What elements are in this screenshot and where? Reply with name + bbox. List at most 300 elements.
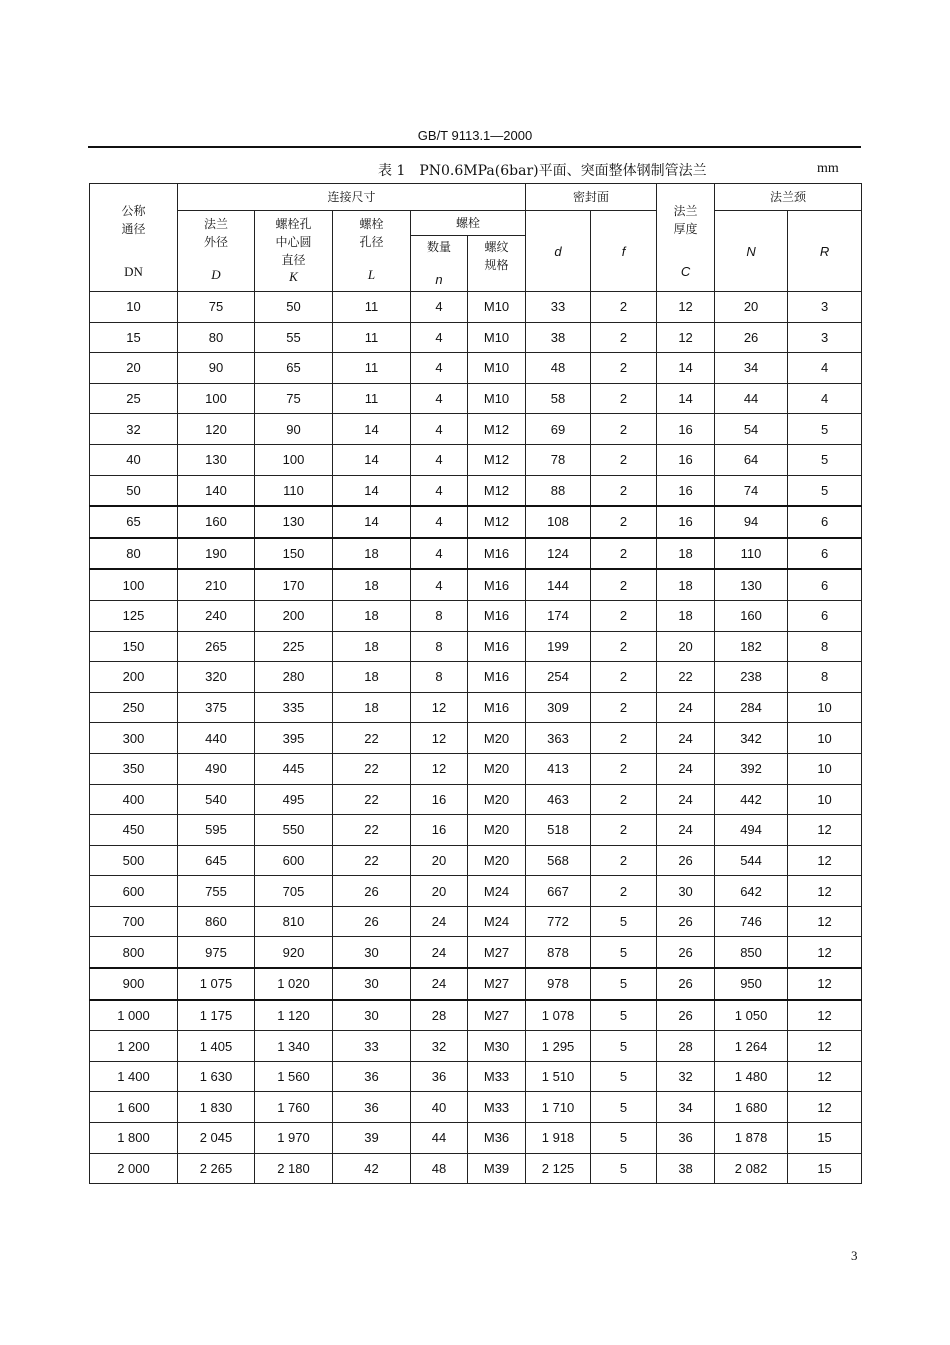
cell-thickness: 14 [657, 353, 715, 384]
bolt-hole-label: 螺栓 孔径 [359, 217, 384, 249]
cell-bolt-thread: M20 [468, 845, 526, 876]
cell-bolt-count: 4 [411, 444, 468, 475]
cell-flange-od: 595 [178, 815, 255, 846]
cell-bolt-circle: 130 [255, 506, 333, 538]
header-bolt-hole-diameter [333, 211, 411, 292]
header-flange-thickness [657, 184, 715, 292]
cell-dn: 1 800 [90, 1123, 178, 1154]
cell-flange-od: 1 075 [178, 968, 255, 1000]
cell-bolt-count: 8 [411, 600, 468, 631]
cell-bolt-count: 44 [411, 1123, 468, 1154]
cell-neck-r: 5 [788, 414, 862, 445]
header-flange-outer-diameter [178, 211, 255, 292]
table-row [90, 475, 862, 506]
table-row [90, 1123, 862, 1154]
cell-neck-n: 238 [715, 662, 788, 693]
header-neck-r: R [788, 211, 862, 292]
table-row [90, 876, 862, 907]
cell-thickness: 16 [657, 475, 715, 506]
cell-bolt-hole: 30 [333, 968, 411, 1000]
cell-thickness: 26 [657, 937, 715, 968]
cell-bolt-circle: 150 [255, 538, 333, 570]
cell-neck-n: 950 [715, 968, 788, 1000]
cell-flange-od: 1 830 [178, 1092, 255, 1123]
cell-thickness: 22 [657, 662, 715, 693]
cell-neck-r: 15 [788, 1153, 862, 1184]
cell-dn: 250 [90, 692, 178, 723]
cell-dn: 125 [90, 600, 178, 631]
cell-neck-r: 12 [788, 815, 862, 846]
cell-neck-r: 12 [788, 845, 862, 876]
cell-neck-n: 284 [715, 692, 788, 723]
cell-flange-od: 1 175 [178, 1000, 255, 1031]
cell-dn: 350 [90, 753, 178, 784]
cell-neck-r: 10 [788, 784, 862, 815]
cell-bolt-hole: 18 [333, 600, 411, 631]
header-nominal-diameter [90, 184, 178, 292]
cell-dn: 1 200 [90, 1031, 178, 1062]
cell-neck-n: 130 [715, 569, 788, 600]
cell-bolt-thread: M16 [468, 631, 526, 662]
cell-neck-r: 12 [788, 937, 862, 968]
cell-neck-r: 6 [788, 538, 862, 570]
cell-bolt-circle: 335 [255, 692, 333, 723]
cell-bolt-circle: 1 560 [255, 1061, 333, 1092]
cell-seal-d: 254 [526, 662, 591, 693]
cell-bolt-circle: 395 [255, 723, 333, 754]
cell-neck-r: 12 [788, 1092, 862, 1123]
cell-bolt-circle: 445 [255, 753, 333, 784]
cell-neck-r: 10 [788, 753, 862, 784]
table-row [90, 662, 862, 693]
cell-seal-d: 108 [526, 506, 591, 538]
cell-bolt-count: 32 [411, 1031, 468, 1062]
cell-seal-d: 58 [526, 383, 591, 414]
header-bolt-count [411, 236, 468, 292]
cell-bolt-count: 24 [411, 906, 468, 937]
cell-bolt-hole: 22 [333, 815, 411, 846]
cell-bolt-count: 4 [411, 506, 468, 538]
cell-thickness: 26 [657, 968, 715, 1000]
cell-seal-f: 5 [591, 1000, 657, 1031]
cell-neck-n: 54 [715, 414, 788, 445]
cell-neck-r: 6 [788, 600, 862, 631]
cell-seal-f: 2 [591, 815, 657, 846]
cell-neck-r: 8 [788, 662, 862, 693]
cell-bolt-circle: 705 [255, 876, 333, 907]
cell-bolt-count: 16 [411, 815, 468, 846]
cell-bolt-circle: 600 [255, 845, 333, 876]
cell-bolt-thread: M39 [468, 1153, 526, 1184]
cell-bolt-circle: 550 [255, 815, 333, 846]
cell-flange-od: 645 [178, 845, 255, 876]
cell-thickness: 16 [657, 506, 715, 538]
cell-thickness: 28 [657, 1031, 715, 1062]
table-row [90, 906, 862, 937]
cell-seal-d: 1 510 [526, 1061, 591, 1092]
cell-thickness: 26 [657, 845, 715, 876]
cell-thickness: 34 [657, 1092, 715, 1123]
cell-dn: 450 [90, 815, 178, 846]
cell-thickness: 20 [657, 631, 715, 662]
cell-bolt-thread: M12 [468, 506, 526, 538]
cell-bolt-circle: 280 [255, 662, 333, 693]
cell-bolt-hole: 22 [333, 845, 411, 876]
cell-bolt-hole: 26 [333, 906, 411, 937]
cell-thickness: 12 [657, 322, 715, 353]
cell-neck-r: 10 [788, 723, 862, 754]
cell-bolt-count: 12 [411, 692, 468, 723]
cell-bolt-hole: 36 [333, 1061, 411, 1092]
cell-seal-f: 2 [591, 753, 657, 784]
table-row [90, 353, 862, 384]
cell-dn: 50 [90, 475, 178, 506]
cell-bolt-hole: 14 [333, 444, 411, 475]
table-row [90, 784, 862, 815]
header-flange-neck: 法兰颈 [715, 184, 862, 211]
table-row [90, 692, 862, 723]
cell-flange-od: 755 [178, 876, 255, 907]
cell-bolt-thread: M33 [468, 1061, 526, 1092]
cell-neck-n: 544 [715, 845, 788, 876]
cell-seal-d: 38 [526, 322, 591, 353]
cell-bolt-count: 4 [411, 383, 468, 414]
table-unit: mm [817, 161, 839, 176]
cell-seal-f: 2 [591, 506, 657, 538]
cell-dn: 25 [90, 383, 178, 414]
cell-bolt-thread: M33 [468, 1092, 526, 1123]
cell-thickness: 24 [657, 692, 715, 723]
cell-flange-od: 975 [178, 937, 255, 968]
cell-flange-od: 120 [178, 414, 255, 445]
cell-neck-r: 12 [788, 906, 862, 937]
cell-bolt-hole: 36 [333, 1092, 411, 1123]
cell-neck-n: 342 [715, 723, 788, 754]
cell-flange-od: 160 [178, 506, 255, 538]
cell-bolt-thread: M24 [468, 906, 526, 937]
cell-bolt-hole: 11 [333, 322, 411, 353]
cell-thickness: 16 [657, 414, 715, 445]
cell-bolt-thread: M10 [468, 292, 526, 323]
table-row [90, 1000, 862, 1031]
cell-bolt-circle: 1 020 [255, 968, 333, 1000]
cell-bolt-count: 4 [411, 322, 468, 353]
cell-bolt-thread: M20 [468, 753, 526, 784]
cell-seal-d: 309 [526, 692, 591, 723]
cell-dn: 800 [90, 937, 178, 968]
cell-dn: 1 400 [90, 1061, 178, 1092]
cell-dn: 1 000 [90, 1000, 178, 1031]
cell-neck-n: 1 264 [715, 1031, 788, 1062]
cell-neck-n: 64 [715, 444, 788, 475]
cell-bolt-circle: 1 970 [255, 1123, 333, 1154]
cell-bolt-thread: M16 [468, 538, 526, 570]
cell-thickness: 24 [657, 784, 715, 815]
cell-thickness: 36 [657, 1123, 715, 1154]
table-row [90, 723, 862, 754]
table-row [90, 1092, 862, 1123]
cell-bolt-thread: M20 [468, 723, 526, 754]
cell-thickness: 14 [657, 383, 715, 414]
cell-flange-od: 860 [178, 906, 255, 937]
cell-bolt-thread: M12 [468, 414, 526, 445]
cell-dn: 10 [90, 292, 178, 323]
cell-bolt-circle: 50 [255, 292, 333, 323]
cell-seal-d: 33 [526, 292, 591, 323]
table-row [90, 569, 862, 600]
cell-dn: 100 [90, 569, 178, 600]
cell-seal-f: 2 [591, 444, 657, 475]
cell-neck-r: 3 [788, 322, 862, 353]
cell-flange-od: 130 [178, 444, 255, 475]
cell-flange-od: 1 405 [178, 1031, 255, 1062]
cell-seal-f: 2 [591, 662, 657, 693]
cell-bolt-hole: 18 [333, 538, 411, 570]
cell-bolt-circle: 2 180 [255, 1153, 333, 1184]
cell-bolt-thread: M27 [468, 937, 526, 968]
cell-bolt-hole: 14 [333, 506, 411, 538]
cell-bolt-count: 4 [411, 292, 468, 323]
table-row [90, 292, 862, 323]
cell-neck-n: 442 [715, 784, 788, 815]
cell-seal-d: 144 [526, 569, 591, 600]
cell-seal-f: 2 [591, 414, 657, 445]
table-row [90, 506, 862, 538]
cell-bolt-circle: 200 [255, 600, 333, 631]
table-row [90, 753, 862, 784]
cell-neck-n: 2 082 [715, 1153, 788, 1184]
cell-bolt-circle: 225 [255, 631, 333, 662]
cell-bolt-hole: 18 [333, 631, 411, 662]
cell-neck-n: 110 [715, 538, 788, 570]
cell-seal-f: 2 [591, 569, 657, 600]
cell-bolt-hole: 42 [333, 1153, 411, 1184]
cell-neck-r: 12 [788, 1061, 862, 1092]
cell-dn: 400 [90, 784, 178, 815]
cell-seal-f: 2 [591, 292, 657, 323]
header-bolt-circle-diameter [255, 211, 333, 292]
flange-od-symbol: D [211, 267, 221, 282]
cell-flange-od: 75 [178, 292, 255, 323]
cell-flange-od: 140 [178, 475, 255, 506]
cell-seal-f: 2 [591, 383, 657, 414]
cell-seal-d: 69 [526, 414, 591, 445]
table-row [90, 444, 862, 475]
cell-flange-od: 1 630 [178, 1061, 255, 1092]
cell-thickness: 18 [657, 569, 715, 600]
table-row [90, 631, 862, 662]
header-rule [88, 146, 861, 148]
cell-dn: 600 [90, 876, 178, 907]
cell-seal-d: 1 078 [526, 1000, 591, 1031]
cell-neck-n: 1 480 [715, 1061, 788, 1092]
cell-bolt-count: 40 [411, 1092, 468, 1123]
bolt-circle-label: 螺栓孔 中心圆 直径 [275, 217, 312, 267]
cell-bolt-count: 48 [411, 1153, 468, 1184]
thickness-label: 法兰 厚度 [673, 204, 698, 236]
table-row [90, 383, 862, 414]
table-row [90, 1061, 862, 1092]
cell-seal-f: 5 [591, 906, 657, 937]
cell-seal-d: 463 [526, 784, 591, 815]
cell-flange-od: 190 [178, 538, 255, 570]
cell-bolt-circle: 1 760 [255, 1092, 333, 1123]
cell-seal-f: 5 [591, 1153, 657, 1184]
cell-seal-f: 2 [591, 538, 657, 570]
cell-neck-n: 160 [715, 600, 788, 631]
table-row [90, 937, 862, 968]
cell-thickness: 24 [657, 753, 715, 784]
cell-dn: 1 600 [90, 1092, 178, 1123]
cell-bolt-circle: 100 [255, 444, 333, 475]
cell-seal-f: 2 [591, 692, 657, 723]
cell-seal-d: 48 [526, 353, 591, 384]
cell-neck-n: 26 [715, 322, 788, 353]
flange-od-label: 法兰 外径 [203, 217, 228, 249]
cell-bolt-count: 8 [411, 631, 468, 662]
cell-bolt-thread: M16 [468, 662, 526, 693]
cell-bolt-circle: 920 [255, 937, 333, 968]
cell-thickness: 26 [657, 1000, 715, 1031]
cell-bolt-thread: M20 [468, 784, 526, 815]
cell-seal-f: 5 [591, 1031, 657, 1062]
cell-thickness: 38 [657, 1153, 715, 1184]
cell-bolt-circle: 75 [255, 383, 333, 414]
cell-dn: 900 [90, 968, 178, 1000]
cell-seal-f: 5 [591, 1092, 657, 1123]
cell-neck-n: 1 878 [715, 1123, 788, 1154]
bolt-thread-label: 螺纹 规格 [484, 240, 509, 272]
cell-neck-n: 746 [715, 906, 788, 937]
cell-neck-r: 5 [788, 475, 862, 506]
table-row [90, 600, 862, 631]
bolt-count-label: 数量 [426, 240, 451, 254]
cell-bolt-circle: 1 120 [255, 1000, 333, 1031]
cell-bolt-thread: M10 [468, 353, 526, 384]
cell-seal-d: 2 125 [526, 1153, 591, 1184]
cell-neck-r: 3 [788, 292, 862, 323]
cell-flange-od: 440 [178, 723, 255, 754]
cell-seal-f: 2 [591, 784, 657, 815]
cell-bolt-circle: 810 [255, 906, 333, 937]
cell-bolt-hole: 22 [333, 753, 411, 784]
cell-flange-od: 265 [178, 631, 255, 662]
header-bolts: 螺栓 [411, 211, 526, 236]
table-row [90, 845, 862, 876]
cell-bolt-count: 4 [411, 569, 468, 600]
cell-neck-r: 12 [788, 1031, 862, 1062]
cell-neck-r: 6 [788, 506, 862, 538]
cell-dn: 65 [90, 506, 178, 538]
cell-dn: 500 [90, 845, 178, 876]
cell-thickness: 26 [657, 906, 715, 937]
cell-seal-d: 413 [526, 753, 591, 784]
bolt-circle-symbol: K [289, 269, 298, 284]
table-row [90, 538, 862, 570]
cell-bolt-circle: 110 [255, 475, 333, 506]
cell-neck-n: 34 [715, 353, 788, 384]
cell-seal-f: 2 [591, 723, 657, 754]
cell-bolt-count: 4 [411, 353, 468, 384]
table-row [90, 1031, 862, 1062]
header-seal-f: f [591, 211, 657, 292]
cell-bolt-thread: M10 [468, 322, 526, 353]
cell-flange-od: 2 045 [178, 1123, 255, 1154]
cell-seal-d: 363 [526, 723, 591, 754]
cell-seal-f: 2 [591, 600, 657, 631]
cell-seal-f: 2 [591, 353, 657, 384]
cell-seal-d: 78 [526, 444, 591, 475]
cell-flange-od: 80 [178, 322, 255, 353]
cell-flange-od: 90 [178, 353, 255, 384]
table-row [90, 968, 862, 1000]
cell-bolt-count: 4 [411, 475, 468, 506]
cell-seal-f: 2 [591, 876, 657, 907]
cell-seal-d: 518 [526, 815, 591, 846]
cell-flange-od: 210 [178, 569, 255, 600]
bolt-hole-symbol: L [367, 267, 376, 282]
cell-seal-d: 174 [526, 600, 591, 631]
cell-seal-d: 1 710 [526, 1092, 591, 1123]
cell-neck-n: 850 [715, 937, 788, 968]
cell-flange-od: 240 [178, 600, 255, 631]
cell-bolt-count: 4 [411, 538, 468, 570]
cell-bolt-hole: 30 [333, 937, 411, 968]
flange-dimension-table [89, 183, 862, 1184]
cell-thickness: 12 [657, 292, 715, 323]
header-bolt-thread [468, 236, 526, 292]
cell-bolt-thread: M16 [468, 692, 526, 723]
cell-bolt-thread: M20 [468, 815, 526, 846]
cell-dn: 700 [90, 906, 178, 937]
cell-bolt-count: 4 [411, 414, 468, 445]
cell-bolt-hole: 22 [333, 784, 411, 815]
header-sealing-face: 密封面 [526, 184, 657, 211]
cell-bolt-hole: 30 [333, 1000, 411, 1031]
cell-neck-r: 6 [788, 569, 862, 600]
cell-thickness: 24 [657, 815, 715, 846]
cell-bolt-circle: 1 340 [255, 1031, 333, 1062]
cell-bolt-hole: 14 [333, 475, 411, 506]
cell-flange-od: 540 [178, 784, 255, 815]
cell-dn: 80 [90, 538, 178, 570]
cell-bolt-hole: 39 [333, 1123, 411, 1154]
page-number: 3 [851, 1248, 858, 1263]
cell-bolt-thread: M10 [468, 383, 526, 414]
cell-neck-r: 4 [788, 383, 862, 414]
cell-bolt-hole: 11 [333, 292, 411, 323]
standard-code: GB/T 9113.1—2000 [417, 128, 533, 143]
cell-bolt-count: 12 [411, 723, 468, 754]
cell-neck-r: 10 [788, 692, 862, 723]
cell-seal-f: 2 [591, 322, 657, 353]
cell-bolt-thread: M24 [468, 876, 526, 907]
cell-bolt-count: 28 [411, 1000, 468, 1031]
cell-bolt-count: 36 [411, 1061, 468, 1092]
cell-neck-r: 12 [788, 1000, 862, 1031]
cell-bolt-hole: 11 [333, 353, 411, 384]
cell-thickness: 18 [657, 600, 715, 631]
header-connection-dimensions: 连接尺寸 [178, 184, 526, 211]
cell-bolt-circle: 55 [255, 322, 333, 353]
cell-flange-od: 100 [178, 383, 255, 414]
cell-bolt-circle: 170 [255, 569, 333, 600]
cell-neck-n: 94 [715, 506, 788, 538]
cell-bolt-thread: M12 [468, 475, 526, 506]
table-row [90, 414, 862, 445]
cell-flange-od: 2 265 [178, 1153, 255, 1184]
cell-seal-d: 772 [526, 906, 591, 937]
